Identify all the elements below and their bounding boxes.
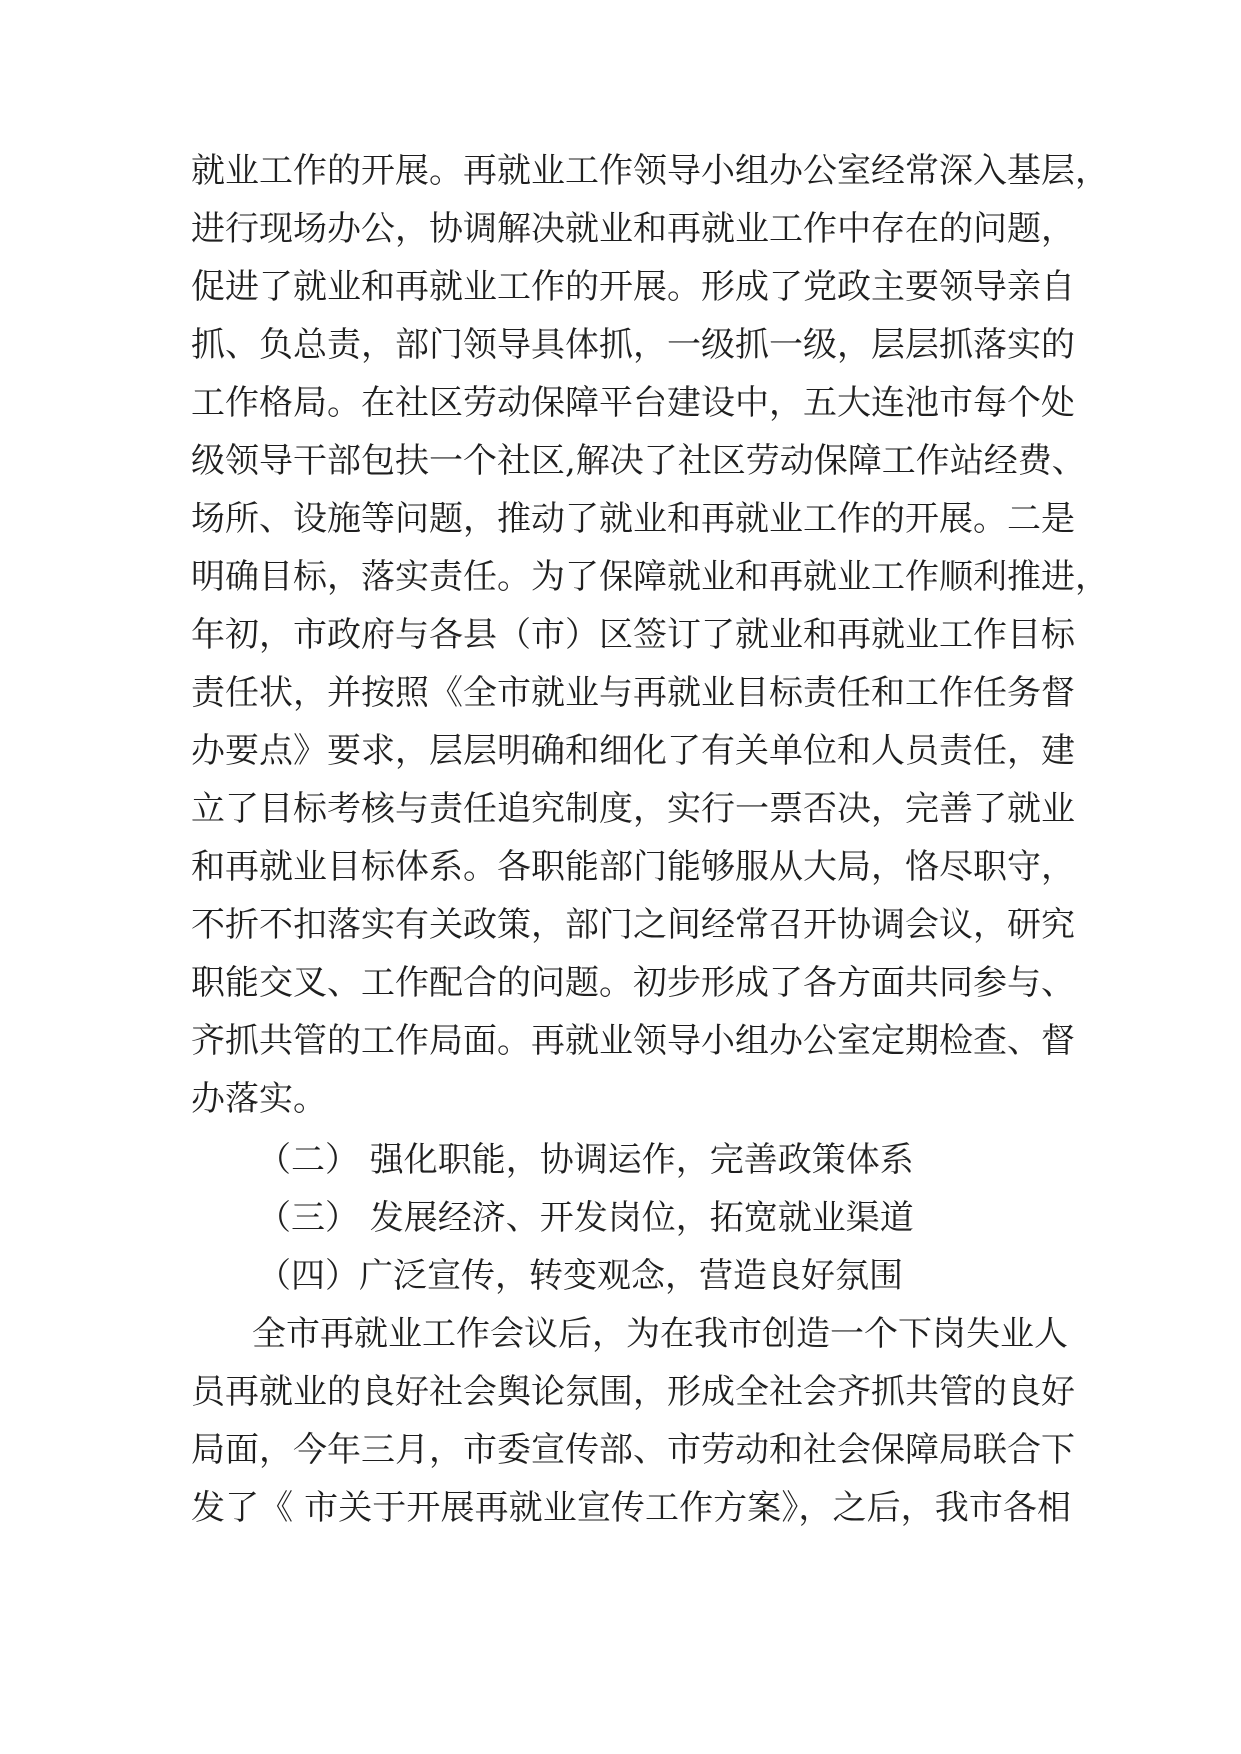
paragraph-line: 不折不扣落实有关政策，部门之间经常召开协调会议，研究 bbox=[191, 905, 1075, 945]
paragraph-line: 责任状，并按照《全市就业与再就业目标责任和工作任务督 bbox=[191, 673, 1075, 713]
paragraph-line: 立了目标考核与责任追究制度，实行一票否决，完善了就业 bbox=[191, 789, 1075, 829]
paragraph-line: 局面，今年三月，市委宣传部、市劳动和社会保障局联合下 bbox=[191, 1430, 1075, 1470]
paragraph-line: 发了《 市关于开展再就业宣传工作方案》，之后，我市各相 bbox=[191, 1488, 1071, 1528]
paragraph-line: 就业工作的开展。再就业工作领导小组办公室经常深入基层， bbox=[191, 151, 1109, 191]
paragraph-first-line: 全市再就业工作会议后，为在我市创造一个下岗失业人 bbox=[252, 1314, 1068, 1354]
paragraph-line: 促进了就业和再就业工作的开展。形成了党政主要领导亲自 bbox=[191, 267, 1075, 307]
paragraph-line: 工作格局。在社区劳动保障平台建设中，五大连池市每个处 bbox=[191, 383, 1075, 423]
paragraph-line: 办落实。 bbox=[191, 1079, 327, 1119]
paragraph-line: 员再就业的良好社会舆论氛围，形成全社会齐抓共管的良好 bbox=[191, 1372, 1075, 1412]
section-heading-4: （四）广泛宣传，转变观念，营造良好氛围 bbox=[257, 1256, 903, 1296]
paragraph-line: 办要点》要求，层层明确和细化了有关单位和人员责任，建 bbox=[191, 731, 1075, 771]
section-heading-2: （二） 强化职能，协调运作，完善政策体系 bbox=[257, 1140, 914, 1180]
paragraph-line: 场所、设施等问题，推动了就业和再就业工作的开展。二是 bbox=[191, 499, 1075, 539]
paragraph-line: 齐抓共管的工作局面。再就业领导小组办公室定期检查、督 bbox=[191, 1021, 1075, 1061]
paragraph-line: 抓、负总责，部门领导具体抓，一级抓一级，层层抓落实的 bbox=[191, 325, 1075, 365]
paragraph-line: 明确目标，落实责任。为了保障就业和再就业工作顺利推进， bbox=[191, 557, 1109, 597]
section-heading-3: （三） 发展经济、开发岗位，拓宽就业渠道 bbox=[257, 1198, 914, 1238]
paragraph-line: 进行现场办公，协调解决就业和再就业工作中存在的问题， bbox=[191, 209, 1075, 249]
paragraph-line: 年初，市政府与各县（市）区签订了就业和再就业工作目标 bbox=[191, 615, 1075, 655]
paragraph-line: 和再就业目标体系。各职能部门能够服从大局，恪尽职守， bbox=[191, 847, 1075, 887]
paragraph-line: 职能交叉、工作配合的问题。初步形成了各方面共同参与、 bbox=[191, 963, 1075, 1003]
paragraph-line: 级领导干部包扶一个社区,解决了社区劳动保障工作站经费、 bbox=[191, 441, 1086, 481]
